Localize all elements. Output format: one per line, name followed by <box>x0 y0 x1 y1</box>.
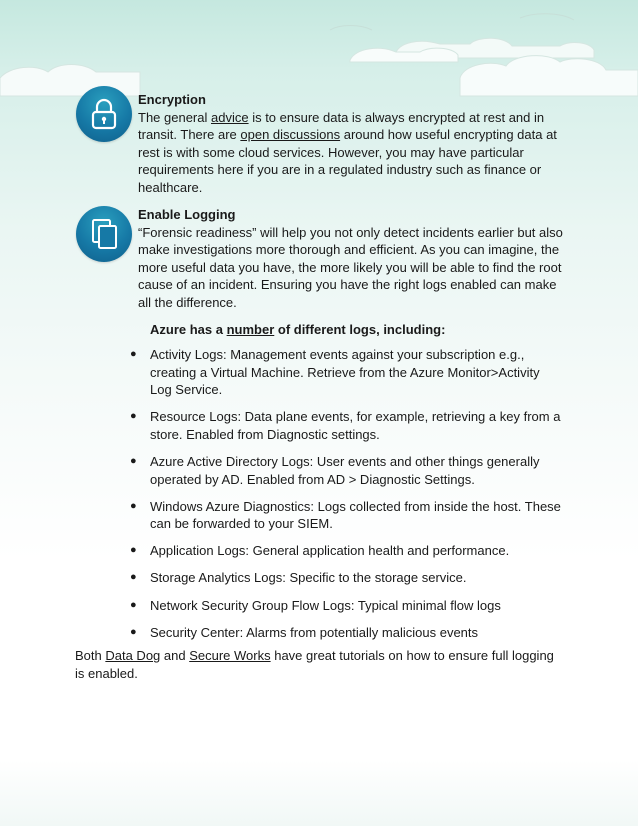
list-item-text: Security Center: Alarms from potentially malicious events <box>150 624 479 640</box>
list-item-text: Windows Azure Diagnostics: Logs collected from inside the host. These can be forwarded to your SIEM. <box>150 498 561 532</box>
logging-section <box>138 206 563 312</box>
secure-works-link[interactable]: Secure Works <box>189 648 271 663</box>
list-item <box>130 346 562 399</box>
bullet-icon: ● <box>130 625 137 638</box>
bullet-icon: ● <box>130 499 137 512</box>
list-item <box>130 498 562 533</box>
advice-link[interactable]: advice <box>211 109 249 125</box>
azure-heading <box>150 322 445 337</box>
azure-log-list <box>130 346 562 651</box>
list-item-text: Azure Active Directory Logs: User events and other things generally operated by AD. Enabled from AD > Diagnostic Settings. <box>150 453 540 487</box>
documents-icon <box>76 206 132 262</box>
list-item-text: Application Logs: General application health and performance. <box>150 543 510 559</box>
footer-text-2: and <box>160 648 190 663</box>
bullet-icon: ● <box>130 598 137 611</box>
list-item <box>130 597 562 615</box>
footer-text-1: Both <box>75 648 106 663</box>
list-item <box>130 624 562 642</box>
list-item <box>130 453 562 488</box>
encryption-title: Encryption <box>138 92 206 107</box>
list-item <box>130 408 562 443</box>
encryption-text-2: is to ensure data is always encrypted at rest and in transit. There are <box>138 109 545 143</box>
list-item <box>130 542 562 560</box>
lock-icon <box>76 86 132 142</box>
encryption-body <box>138 109 563 197</box>
bullet-icon: ● <box>130 454 137 467</box>
footer-paragraph <box>75 647 565 683</box>
list-item-text: Storage Analytics Logs: Specific to the storage service. <box>150 570 467 586</box>
data-dog-link[interactable]: Data Dog <box>105 648 161 663</box>
encryption-section <box>138 91 563 197</box>
encryption-text-3: around how useful encrypting data at rest is with some cloud services. However, you may have particular requirements here if you are in a regulated industry such as finance or healthcare. <box>138 127 557 195</box>
number-link[interactable]: number <box>226 322 275 337</box>
encryption-text-1: The general <box>138 109 211 125</box>
bullet-icon: ● <box>130 410 137 423</box>
list-item-text: Activity Logs: Management events against your subscription e.g., creating a Virtual Machine. Retrieve from the Azure Monitor>Activity Log Service. <box>150 347 540 398</box>
list-item-text: Resource Logs: Data plane events, for example, retrieving a key from a store. Enabled from Diagnostic settings. <box>150 409 561 442</box>
bullet-icon: ● <box>130 348 137 360</box>
logging-title: Enable Logging <box>138 207 236 222</box>
list-item-text: Network Security Group Flow Logs: Typical minimal flow logs <box>150 597 501 613</box>
azure-heading-text-2: of different logs, including: <box>274 322 446 337</box>
bullet-icon: ● <box>130 571 137 584</box>
logging-body: “Forensic readiness” will help you not only detect incidents earlier but also make investigations more thorough and efficient. As you can imagine, the more useful data you have, the more likely you will be able to find the root cause of an incident. Ensuring you have the right logs enabled can make all the difference. <box>138 224 563 310</box>
footer-text-3: have great tutorials on how to ensure full logging is enabled. <box>75 648 554 681</box>
azure-heading-text-1: Azure has a <box>150 322 227 337</box>
open-discussions-link[interactable]: open discussions <box>240 127 341 143</box>
list-item <box>130 569 562 587</box>
bullet-icon: ● <box>130 544 137 557</box>
